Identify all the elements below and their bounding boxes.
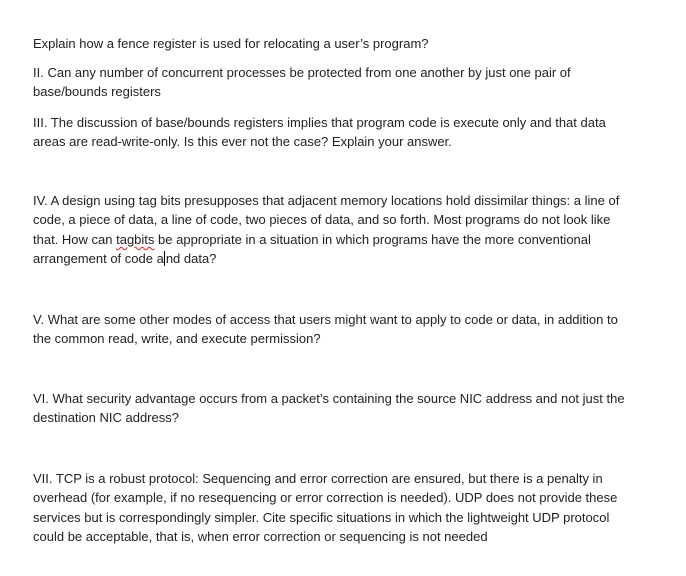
- question-7-tcp-udp: VII. TCP is a robust protocol: Sequencing and error correction are ensured, but there is a penalty in overhead (for example, if no resequencing or error correction is needed). UDP does not provide these services but is correspondingly simpler. Cite specific situations in which the lightweight UDP protocol could be acceptable, that is, when error correction or sequencing is not needed: [33, 471, 618, 545]
- question-fence-register: Explain how a fence register is used for relocating a user’s program?: [33, 36, 429, 51]
- question-4-tag-bits: [33, 191, 638, 269]
- question-2-base-bounds: II. Can any number of concurrent processes be protected from one another by just one pair of base/bounds registers: [33, 65, 571, 100]
- question-4-text-middle: be appropriate in a situation in which programs have the more conventional arrangement of code a: [33, 231, 591, 267]
- question-4-text-start: IV. A design using tag bits presupposes that adjacent memory locations hold dissimilar things: a line of code, a piece of data, a line of code, two pieces of data, and so forth. Most programs do not look like that. How can: [33, 193, 620, 247]
- question-4-text-end: nd data?: [165, 251, 217, 267]
- question-5-access-modes: V. What are some other modes of access that users might want to apply to code or data, in addition to the common read, write, and execute permission?: [33, 312, 618, 347]
- misspelled-word: tagbits: [116, 231, 155, 247]
- question-3-execute-only: III. The discussion of base/bounds registers implies that program code is execute only and that data areas are read-write-only. Is this ever not the case? Explain your answer.: [33, 115, 606, 150]
- question-6-nic-address: VI. What security advantage occurs from a packet’s containing the source NIC address and not just the destination NIC address?: [33, 391, 625, 426]
